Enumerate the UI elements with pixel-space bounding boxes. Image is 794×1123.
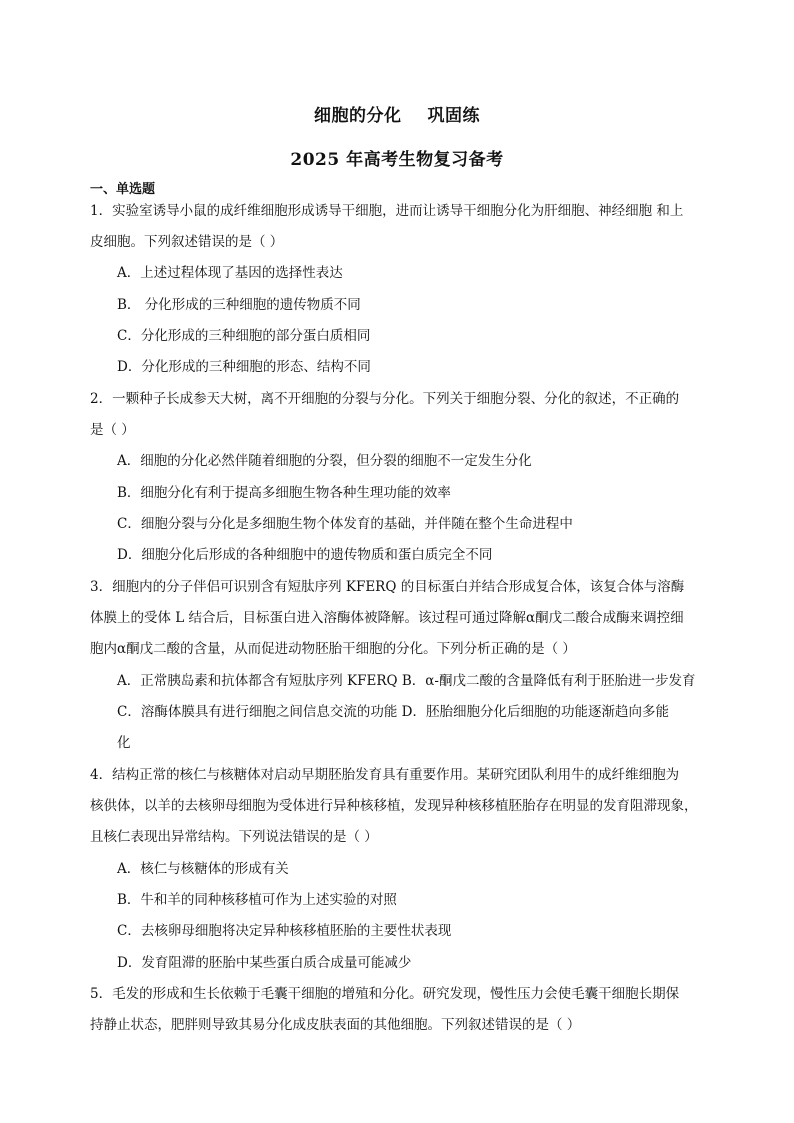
q3-options-c-d: C．溶酶体膜具有进行细胞之间信息交流的功能 D．胚胎细胞分化后细胞的功能逐渐趋向多能	[117, 704, 669, 720]
q1-option-a: A．上述过程体现了基因的选择性表达	[117, 265, 343, 281]
q3-options-a-b: A．正常胰岛素和抗体都含有短肽序列 KFERQ B．α-酮戊二酸的含量降低有利于胚胎进一步发育	[117, 673, 696, 689]
q4-option-b: B．牛和羊的同种核移植可作为上述实验的对照	[117, 892, 397, 908]
q1-stem-line-2: 皮细胞。下列叙述错误的是（ ）	[90, 234, 284, 250]
q4-stem-line-1: 4．结构正常的核仁与核糖体对启动早期胚胎发育具有重要作用。某研究团队利用牛的成纤维细胞为	[90, 767, 680, 783]
document-subtitle: 2025 年高考生物复习备考	[290, 150, 504, 170]
q2-option-a: A．细胞的分化必然伴随着细胞的分裂，但分裂的细胞不一定发生分化	[117, 453, 532, 469]
q1-option-d: D．分化形成的三种细胞的形态、结构不同	[117, 359, 371, 375]
q3-stem-line-2: 体膜上的受体 L 结合后，目标蛋白进入溶酶体被降解。该过程可通过降解α酮戊二酸合成酶来调控细	[90, 610, 684, 626]
q3-option-d-continued: 化	[117, 735, 131, 751]
section-heading: 一、单选题	[90, 182, 156, 197]
q1-option-b: B． 分化形成的三种细胞的遗传物质不同	[117, 297, 361, 313]
q4-option-c: C．去核卵母细胞将决定异种核移植胚胎的主要性状表现	[117, 923, 452, 939]
q2-option-c: C．细胞分裂与分化是多细胞生物个体发育的基础，并伴随在整个生命进程中	[117, 516, 573, 532]
document-title	[0, 101, 794, 126]
q4-stem-line-3: 且核仁表现出异常结构。下列说法错误的是（ ）	[90, 829, 378, 845]
q2-stem-line-1: 2．一颗种子长成参天大树，离不开细胞的分裂与分化。下列关于细胞分裂、分化的叙述，不正确的	[90, 391, 680, 407]
q1-option-c: C．分化形成的三种细胞的部分蛋白质相同	[117, 328, 371, 344]
q5-stem-line-1: 5．毛发的形成和生长依赖于毛囊干细胞的增殖和分化。研究发现，慢性压力会使毛囊干细胞长期保	[90, 986, 680, 1002]
q2-option-d: D．细胞分化后形成的各种细胞中的遗传物质和蛋白质完全不同	[117, 547, 493, 563]
title-type: 巩固练	[427, 106, 480, 126]
q4-option-d: D．发育阻滞的胚胎中某些蛋白质合成量可能减少	[117, 955, 412, 971]
title-topic: 细胞的分化	[314, 106, 402, 126]
q3-stem-line-1: 3．细胞内的分子伴侣可识别含有短肽序列 KFERQ 的目标蛋白并结合形成复合体，该复合体与溶酶	[90, 579, 685, 595]
q4-stem-line-2: 核供体，以羊的去核卵母细胞为受体进行异种核移植，发现异种核移植胚胎存在明显的发育阻滞现象，	[90, 798, 698, 814]
q5-stem-line-2: 持静止状态，肥胖则导致其易分化成皮肤表面的其他细胞。下列叙述错误的是（ ）	[90, 1017, 581, 1033]
q2-option-b: B．细胞分化有利于提高多细胞生物各种生理功能的效率	[117, 485, 451, 501]
q3-stem-line-3: 胞内α酮戊二酸的含量，从而促进动物胚胎干细胞的分化。下列分析正确的是（ ）	[90, 641, 576, 657]
q1-stem-line-1: 1．实验室诱导小鼠的成纤维细胞形成诱导干细胞，进而让诱导干细胞分化为肝细胞、神经细胞 和上	[90, 203, 684, 219]
q4-option-a: A．核仁与核糖体的形成有关	[117, 861, 289, 877]
q2-stem-line-2: 是（ ）	[90, 422, 135, 438]
